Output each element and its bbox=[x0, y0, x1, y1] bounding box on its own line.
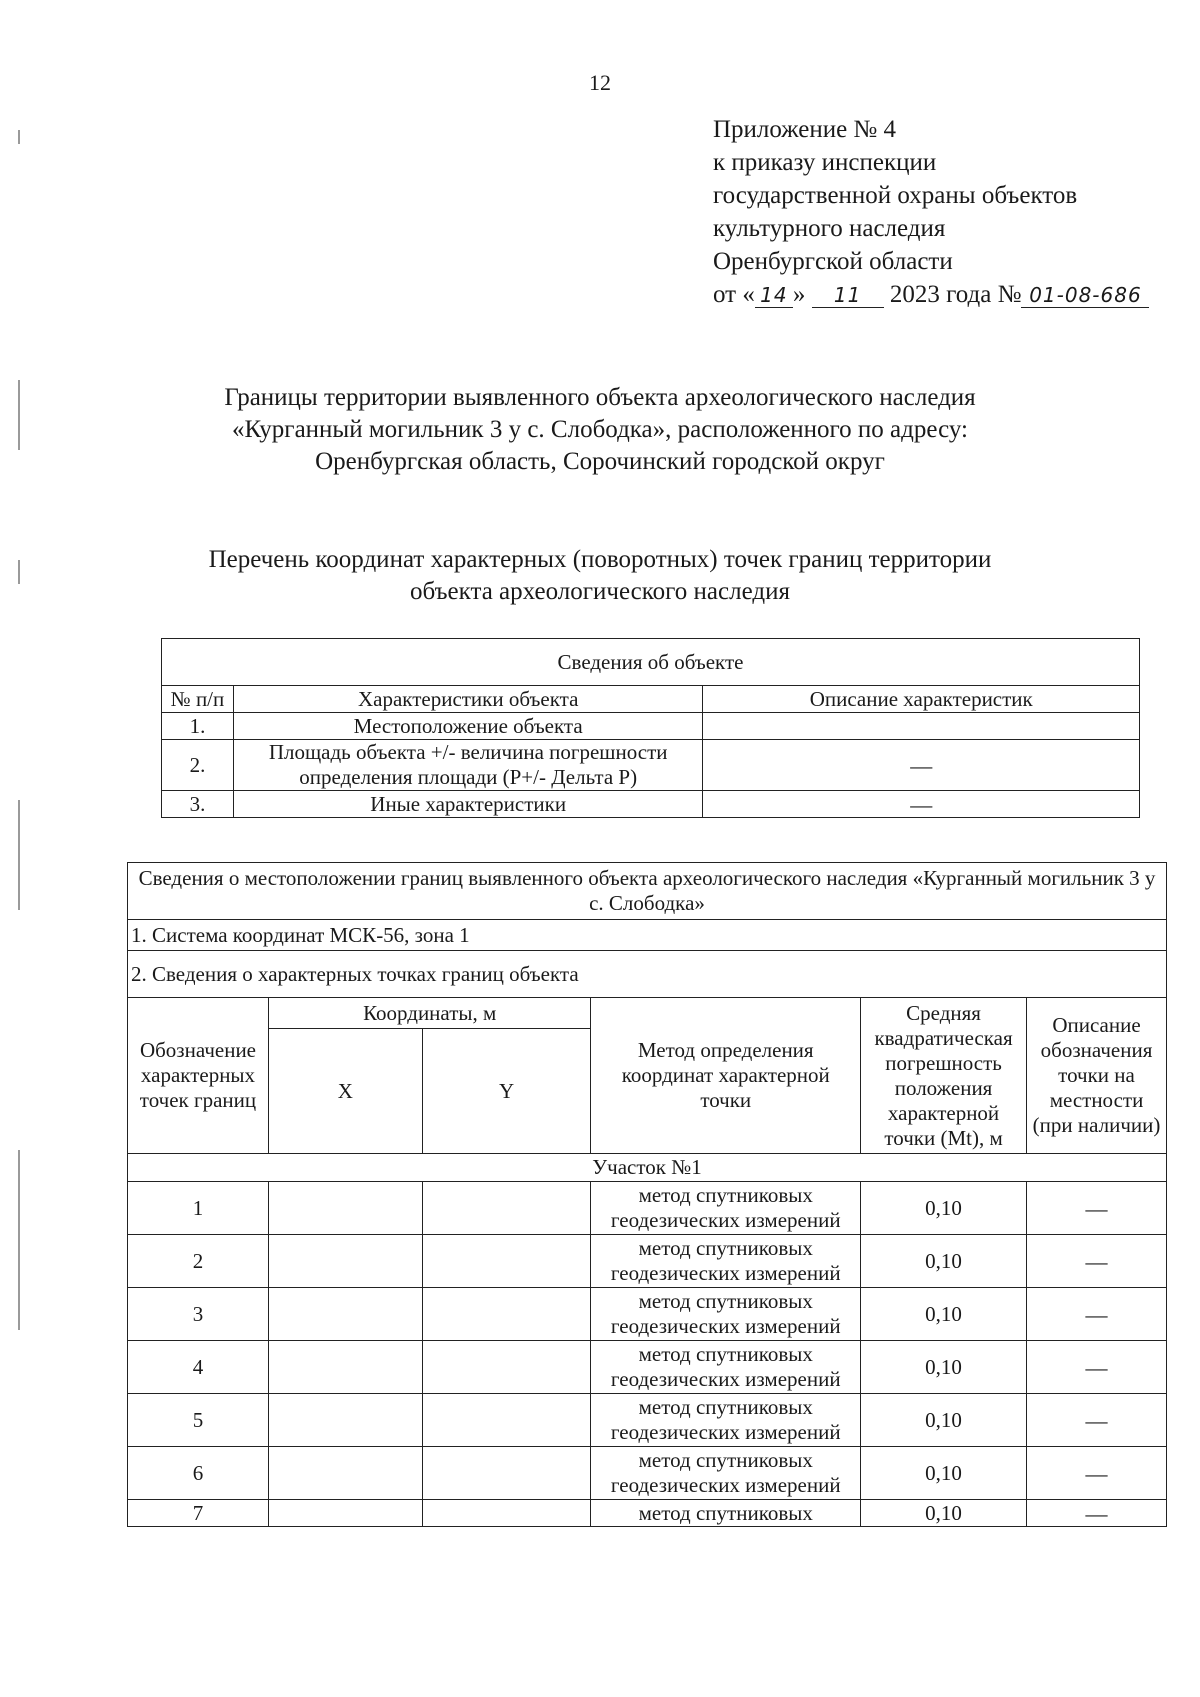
table-row bbox=[128, 1447, 1167, 1500]
point-id: 3 bbox=[128, 1288, 269, 1341]
point-error: 0,10 bbox=[861, 1394, 1027, 1447]
header-designation: Обозначение характерных точек границ bbox=[128, 998, 269, 1154]
point-x bbox=[268, 1288, 422, 1341]
row-number: 1. bbox=[162, 713, 234, 740]
subtitle-line: объекта археологического наследия bbox=[410, 578, 790, 605]
point-x bbox=[268, 1500, 422, 1527]
row-name: Площадь объекта +/- величина погрешности определения площади (Р+/- Дельта Р) bbox=[233, 740, 703, 791]
date-mid: » bbox=[792, 281, 806, 308]
point-description: — bbox=[1027, 1341, 1167, 1394]
object-table-caption: Сведения об объекте bbox=[162, 639, 1140, 686]
row-value: — bbox=[703, 740, 1140, 791]
header-y: Y bbox=[422, 1029, 591, 1154]
header-coordinates: Координаты, м bbox=[268, 998, 590, 1029]
appendix-block bbox=[713, 113, 1149, 311]
point-y bbox=[422, 1288, 591, 1341]
appendix-line: государственной охраны объектов bbox=[713, 182, 1078, 209]
point-y bbox=[422, 1447, 591, 1500]
point-method: метод спутниковых bbox=[591, 1500, 861, 1527]
point-id: 5 bbox=[128, 1394, 269, 1447]
point-id: 6 bbox=[128, 1447, 269, 1500]
point-error: 0,10 bbox=[861, 1341, 1027, 1394]
point-description: — bbox=[1027, 1500, 1167, 1527]
point-error: 0,10 bbox=[861, 1500, 1027, 1527]
point-y bbox=[422, 1235, 591, 1288]
row-number: 2. bbox=[162, 740, 234, 791]
handwritten-day: 14 bbox=[755, 283, 793, 308]
date-prefix: от « bbox=[713, 281, 755, 308]
header-description: Описание обозначения точки на местности (при наличии) bbox=[1027, 998, 1167, 1154]
location-table-caption: Сведения о местоположении границ выявленного объекта археологического наследия «Курганный могильник 3 у с. Слободка» bbox=[128, 863, 1167, 920]
table-row bbox=[128, 1394, 1167, 1447]
object-info-table bbox=[161, 638, 1140, 818]
point-y bbox=[422, 1341, 591, 1394]
appendix-line: Оренбургской области bbox=[713, 248, 953, 275]
point-id: 4 bbox=[128, 1341, 269, 1394]
header-method: Метод определения координат характерной точки bbox=[591, 998, 861, 1154]
table-row bbox=[162, 740, 1140, 791]
point-method: метод спутниковых геодезических измерений bbox=[591, 1394, 861, 1447]
point-description: — bbox=[1027, 1447, 1167, 1500]
appendix-line: Приложение № 4 bbox=[713, 116, 897, 143]
point-method: метод спутниковых геодезических измерений bbox=[591, 1235, 861, 1288]
point-x bbox=[268, 1182, 422, 1235]
table-row bbox=[162, 713, 1140, 740]
subtitle-line: Перечень координат характерных (поворотных) точек границ территории bbox=[208, 546, 992, 573]
point-description: — bbox=[1027, 1288, 1167, 1341]
date-year: 2023 года № bbox=[889, 281, 1022, 308]
point-id: 2 bbox=[128, 1235, 269, 1288]
point-description: — bbox=[1027, 1394, 1167, 1447]
point-x bbox=[268, 1394, 422, 1447]
row-name: Иные характеристики bbox=[233, 791, 703, 818]
appendix-date-line bbox=[713, 278, 1149, 311]
title-line: «Курганный могильник 3 у с. Слободка», расположенного по адресу: bbox=[232, 416, 968, 443]
point-x bbox=[268, 1447, 422, 1500]
point-y bbox=[422, 1182, 591, 1235]
point-x bbox=[268, 1235, 422, 1288]
column-header: Описание характеристик bbox=[703, 686, 1140, 713]
point-error: 0,10 bbox=[861, 1182, 1027, 1235]
row-value bbox=[703, 713, 1140, 740]
table-row bbox=[128, 1500, 1167, 1527]
row-number: 3. bbox=[162, 791, 234, 818]
scan-margin-mark bbox=[18, 1150, 20, 1330]
table-row bbox=[128, 1182, 1167, 1235]
point-x bbox=[268, 1341, 422, 1394]
table-row bbox=[128, 1341, 1167, 1394]
point-error: 0,10 bbox=[861, 1235, 1027, 1288]
appendix-line: к приказу инспекции bbox=[713, 149, 937, 176]
document-title bbox=[0, 382, 1200, 478]
point-method: метод спутниковых геодезических измерений bbox=[591, 1288, 861, 1341]
section-label: Участок №1 bbox=[128, 1154, 1167, 1182]
scan-margin-mark bbox=[18, 800, 20, 910]
scan-margin-mark bbox=[18, 130, 20, 144]
point-error: 0,10 bbox=[861, 1288, 1027, 1341]
handwritten-month: 11 bbox=[812, 283, 884, 308]
page-number: 12 bbox=[589, 70, 611, 95]
coordinate-system: 1. Система координат МСК-56, зона 1 bbox=[128, 920, 1167, 951]
point-description: — bbox=[1027, 1182, 1167, 1235]
point-id: 1 bbox=[128, 1182, 269, 1235]
title-line: Оренбургская область, Сорочинский городской округ bbox=[315, 448, 885, 475]
row-name: Местоположение объекта bbox=[233, 713, 703, 740]
table-row bbox=[162, 791, 1140, 818]
column-header: Характеристики объекта bbox=[233, 686, 703, 713]
point-method: метод спутниковых геодезических измерений bbox=[591, 1341, 861, 1394]
header-error: Средняя квадратическая погрешность положения характерной точки (Mt), м bbox=[861, 998, 1027, 1154]
table-row bbox=[128, 1288, 1167, 1341]
row-value: — bbox=[703, 791, 1140, 818]
points-section-title: 2. Сведения о характерных точках границ объекта bbox=[128, 951, 1167, 998]
document-subtitle bbox=[0, 544, 1200, 608]
point-method: метод спутниковых геодезических измерений bbox=[591, 1182, 861, 1235]
boundary-points-table bbox=[127, 862, 1167, 1527]
point-method: метод спутниковых геодезических измерений bbox=[591, 1447, 861, 1500]
point-y bbox=[422, 1500, 591, 1527]
handwritten-order-number: 01-08-686 bbox=[1021, 283, 1149, 308]
point-description: — bbox=[1027, 1235, 1167, 1288]
title-line: Границы территории выявленного объекта археологического наследия bbox=[224, 384, 976, 411]
column-header: № п/п bbox=[162, 686, 234, 713]
header-x: X bbox=[268, 1029, 422, 1154]
point-error: 0,10 bbox=[861, 1447, 1027, 1500]
point-id: 7 bbox=[128, 1500, 269, 1527]
table-row bbox=[128, 1235, 1167, 1288]
appendix-line: культурного наследия bbox=[713, 215, 946, 242]
point-y bbox=[422, 1394, 591, 1447]
